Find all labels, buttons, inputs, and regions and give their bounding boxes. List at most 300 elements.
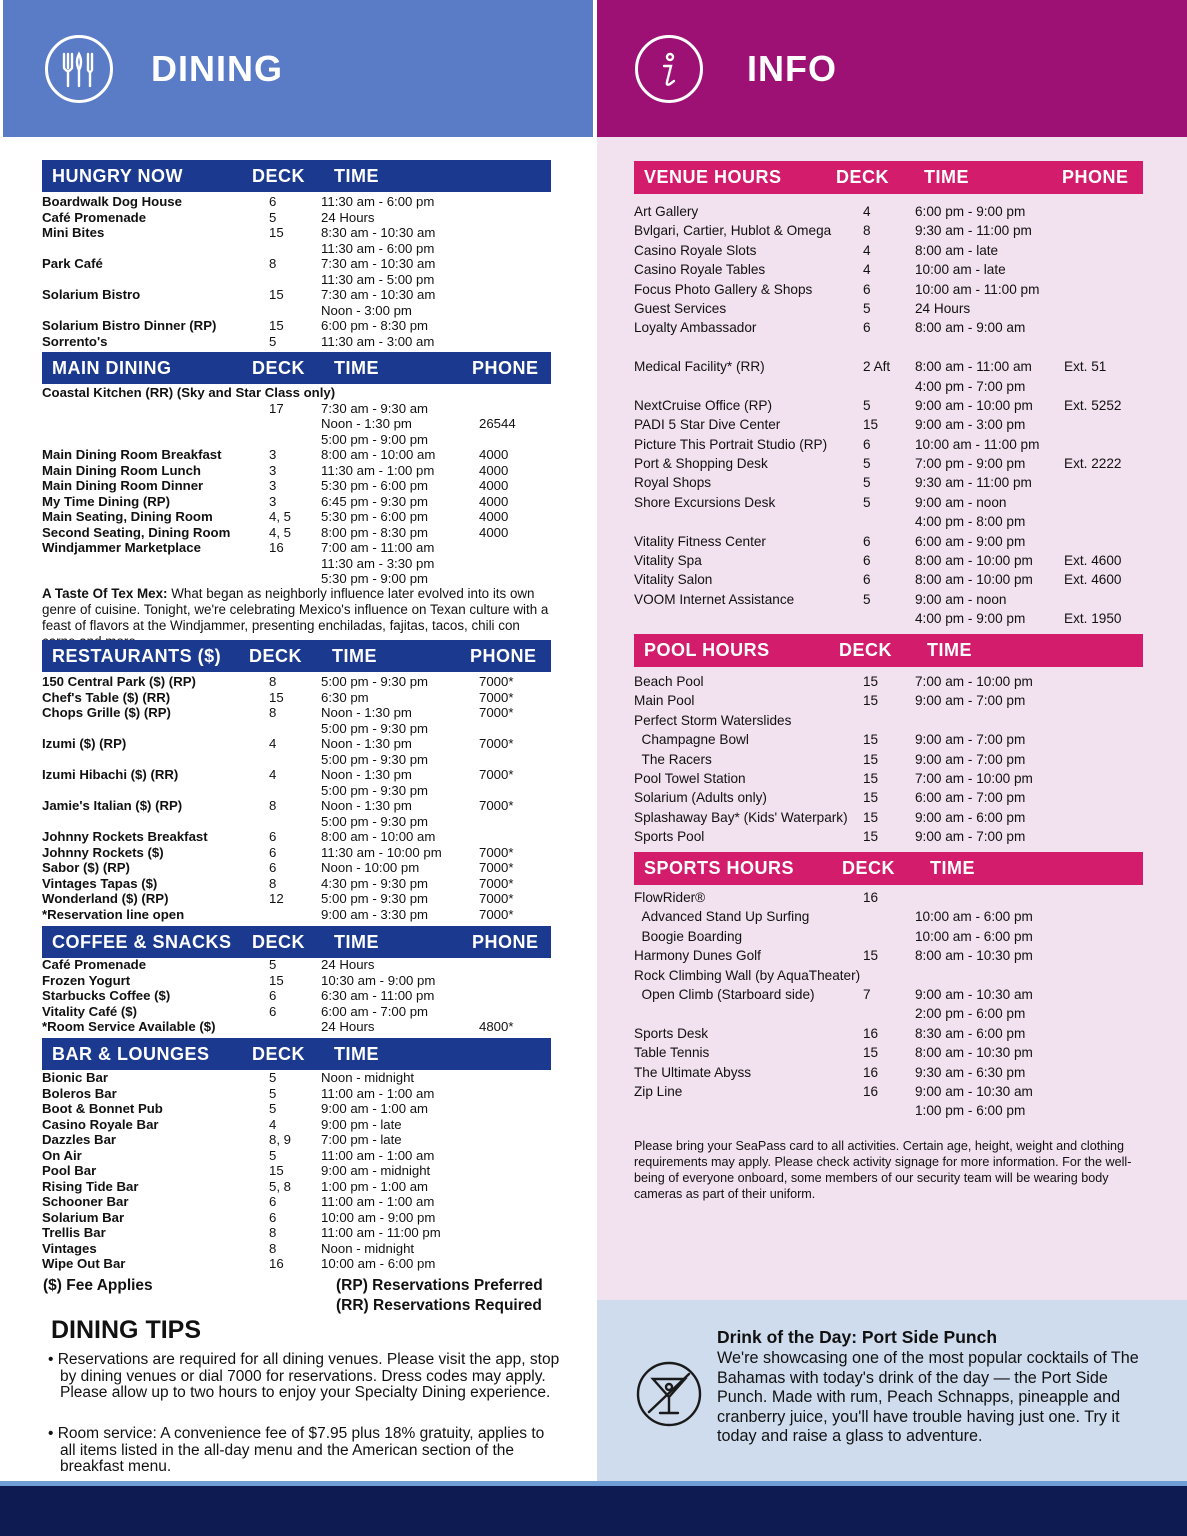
row-name: The Racers <box>634 751 712 767</box>
table-row <box>42 194 551 210</box>
col-deck: DECK <box>249 646 303 666</box>
row-time: Noon - midnight <box>321 1240 415 1256</box>
col-phone: PHONE <box>470 646 537 666</box>
table-row <box>634 609 1143 628</box>
row-deck: 4 <box>269 736 277 751</box>
row-phone: 7000* <box>479 798 514 813</box>
row-deck: 15 <box>269 689 284 705</box>
row-name: On Air <box>42 1147 82 1163</box>
row-name: Harmony Dunes Golf <box>634 948 761 964</box>
row-phone: 7000* <box>479 767 514 782</box>
table-row <box>42 907 551 923</box>
row-name: Chef's Table ($) (RR) <box>42 689 171 705</box>
row-time: 8:30 am - 10:30 am <box>321 225 436 240</box>
row-time: Noon - 1:30 pm <box>321 416 412 431</box>
row-deck: 16 <box>269 540 284 555</box>
row-deck: 4, 5 <box>269 524 291 540</box>
row-name: My Time Dining (RP) <box>42 493 170 509</box>
row-deck: 12 <box>269 891 284 906</box>
row-name: Zip Line <box>634 1083 683 1099</box>
dining-header <box>3 0 593 137</box>
row-deck: 15 <box>863 948 879 964</box>
legend-rp: (RP) Reservations Preferred <box>336 1277 543 1294</box>
table-row <box>42 478 551 494</box>
table-row <box>42 556 551 572</box>
row-name: Boot & Bonnet Pub <box>42 1101 163 1116</box>
main-dining-header <box>42 352 551 384</box>
table-row <box>42 783 551 799</box>
row-phone: 7000* <box>479 674 514 689</box>
row-name: Casino Royale Tables <box>634 262 766 278</box>
row-time: 9:00 am - 7:00 pm <box>915 732 1026 748</box>
row-name: FlowRider® <box>634 890 706 905</box>
col-name: MAIN DINING <box>52 358 172 378</box>
row-deck: 4 <box>863 204 871 219</box>
seapass-notice: Please bring your SeaPass card to all activities. Certain age, height, weight and clothing requirements may apply. Please check activity signage for more information. For the well-being of everyone onboard, some members of our security team will be wearing body cameras as part of their uniform. <box>634 1139 1132 1201</box>
table-row <box>42 767 551 783</box>
footer-band <box>0 1486 1187 1536</box>
col-deck: DECK <box>252 166 306 186</box>
row-time: 11:00 am - 11:00 pm <box>321 1225 441 1240</box>
row-name: Main Dining Room Lunch <box>42 462 201 478</box>
col-time: TIME <box>334 166 379 186</box>
table-row <box>634 711 1143 730</box>
row-time: 4:00 pm - 7:00 pm <box>915 378 1026 394</box>
row-phone: 4000 <box>479 478 509 493</box>
row-deck: 6 <box>269 829 277 844</box>
row-time: 6:30 pm <box>321 689 369 705</box>
dining-tips-title: DINING TIPS <box>51 1316 202 1344</box>
table-row <box>42 1070 551 1086</box>
table-row <box>634 280 1143 299</box>
row-deck: 8, 9 <box>269 1132 291 1147</box>
row-phone: 7000* <box>479 860 514 875</box>
row-name: Sports Desk <box>634 1025 709 1041</box>
row-time: 6:45 pm - 9:30 pm <box>321 493 429 509</box>
row-deck: 15 <box>863 751 879 767</box>
row-name: Guest Services <box>634 300 727 316</box>
row-name: *Reservation line open <box>42 906 185 922</box>
table-row <box>634 493 1143 512</box>
col-time: TIME <box>334 1044 379 1064</box>
bars-header <box>42 1038 551 1070</box>
table-row <box>634 730 1143 749</box>
table-row <box>634 1024 1143 1043</box>
table-row <box>42 1194 551 1210</box>
table-row <box>42 705 551 721</box>
row-phone: Ext. 4600 <box>1064 553 1122 569</box>
row-deck: 15 <box>269 1163 284 1178</box>
table-row <box>634 946 1143 965</box>
row-name: Art Gallery <box>634 204 699 219</box>
col-time: TIME <box>334 358 379 378</box>
row-deck: 6 <box>863 281 871 297</box>
row-deck: 5 <box>269 1085 277 1101</box>
row-time: Noon - 1:30 pm <box>321 767 412 782</box>
cocktail-glass-icon <box>635 1360 703 1428</box>
row-deck: 8 <box>269 705 277 720</box>
table-row <box>634 966 1143 985</box>
table-row <box>634 769 1143 788</box>
row-phone: 7000* <box>479 705 514 720</box>
row-time: 8:00 am - 9:00 am <box>915 320 1026 336</box>
table-row <box>42 210 551 226</box>
row-deck: 8 <box>269 1225 277 1240</box>
row-time: 24 Hours <box>321 1019 375 1034</box>
row-time: 9:00 am - 7:00 pm <box>915 829 1026 845</box>
row-time: 5:00 pm - 9:30 pm <box>321 782 429 798</box>
row-name: Main Seating, Dining Room <box>42 509 213 524</box>
table-row <box>634 532 1143 551</box>
row-phone: 4000 <box>479 447 509 462</box>
table-row <box>42 463 551 479</box>
row-deck: 8 <box>863 223 871 239</box>
table-row <box>634 221 1143 240</box>
row-time: 11:30 am - 10:00 pm <box>321 844 442 860</box>
row-time: 9:00 am - 6:00 pm <box>915 809 1026 825</box>
row-name: Dazzles Bar <box>42 1132 117 1147</box>
row-time: 7:30 am - 10:30 am <box>321 256 436 271</box>
row-name: VOOM Internet Assistance <box>634 591 795 607</box>
row-phone: Ext. 51 <box>1064 359 1107 375</box>
row-name: Boogie Boarding <box>634 928 743 944</box>
row-name: Coastal Kitchen (RR) (Sky and Star Class only) <box>42 385 336 400</box>
row-name: Vintages <box>42 1240 97 1256</box>
table-row <box>634 260 1143 279</box>
row-deck: 5 <box>269 1101 277 1116</box>
table-row <box>634 377 1143 396</box>
row-deck: 5 <box>269 209 277 225</box>
col-phone: PHONE <box>472 932 539 952</box>
row-time: 8:00 am - 10:30 pm <box>915 948 1033 964</box>
info-title: INFO <box>747 48 837 89</box>
row-name: Pool Towel Station <box>634 770 746 786</box>
drink-description: We're showcasing one of the most popular cocktails of The Bahamas with today's drink of the day — the Port Side Punch. Made with rum, Peach Schnapps, pineapple and cranberry juice, you'll have trouble having just one. Try it today and raise a glass to adventure. <box>717 1349 1139 1446</box>
row-deck: 5 <box>863 300 871 316</box>
sports-hours-header <box>634 852 1143 885</box>
row-time: 9:30 am - 11:00 pm <box>915 223 1032 239</box>
table-row <box>42 1117 551 1133</box>
restaurants-header <box>42 640 551 672</box>
table-row <box>42 540 551 556</box>
row-time: 8:00 am - late <box>915 242 999 258</box>
row-name: Vintages Tapas ($) <box>42 875 158 891</box>
table-row <box>634 396 1143 415</box>
row-time: 4:00 pm - 9:00 pm <box>915 611 1026 627</box>
row-time: 4:30 pm - 9:30 pm <box>321 875 429 891</box>
row-name: Vitality Café ($) <box>42 1003 138 1019</box>
row-time: 9:00 am - 10:30 am <box>915 1083 1033 1099</box>
row-name: Solarium Bistro Dinner (RP) <box>42 318 217 333</box>
row-name: Johnny Rockets Breakfast <box>42 829 208 844</box>
col-deck: DECK <box>252 358 306 378</box>
row-deck: 5 <box>269 333 277 349</box>
row-name: Bionic Bar <box>42 1070 108 1085</box>
restaurants-list <box>42 674 551 922</box>
row-deck: 4 <box>269 767 277 782</box>
row-name: Rock Climbing Wall (by AquaTheater) <box>634 967 861 983</box>
row-time: 11:30 am - 3:00 am <box>321 333 435 349</box>
table-row <box>42 1225 551 1241</box>
row-time: 7:30 am - 9:30 am <box>321 400 429 416</box>
hungry-now-header <box>42 160 551 192</box>
row-phone: Ext. 2222 <box>1064 456 1122 472</box>
row-phone: 4000 <box>479 524 509 540</box>
row-deck: 5 <box>863 456 871 472</box>
row-name: Sabor ($) (RP) <box>42 860 130 875</box>
row-name: Pool Bar <box>42 1163 97 1178</box>
row-name: Wipe Out Bar <box>42 1256 126 1271</box>
table-row <box>634 750 1143 769</box>
table-row <box>42 256 551 272</box>
row-deck: 4 <box>269 1116 277 1132</box>
row-phone: 26544 <box>479 416 516 431</box>
row-time: 9:00 am - 7:00 pm <box>915 751 1026 767</box>
table-row <box>634 318 1143 337</box>
row-time: 9:00 am - 10:00 pm <box>915 397 1033 413</box>
row-phone: 7000* <box>479 689 514 705</box>
row-name: Bvlgari, Cartier, Hublot & Omega <box>634 223 832 239</box>
col-phone: PHONE <box>1062 167 1129 187</box>
feature-title: A Taste Of Tex Mex: <box>42 586 168 601</box>
row-time: 11:00 am - 1:00 am <box>321 1147 435 1163</box>
row-deck: 8 <box>269 256 277 271</box>
row-deck: 6 <box>269 1209 277 1225</box>
row-time: 10:30 am - 9:00 pm <box>321 972 436 988</box>
col-name: VENUE HOURS <box>644 167 782 187</box>
row-deck: 5 <box>269 1147 277 1163</box>
row-time: 10:00 am - 6:00 pm <box>915 928 1033 944</box>
row-phone: Ext. 1950 <box>1064 611 1122 627</box>
row-time: 11:00 am - 1:00 am <box>321 1085 435 1101</box>
dining-title: DINING <box>151 48 283 89</box>
row-deck: 15 <box>863 829 879 845</box>
table-row <box>634 672 1143 691</box>
sports-hours-list <box>634 888 1143 1121</box>
row-name: Solarium Bar <box>42 1209 125 1225</box>
row-deck: 15 <box>863 674 879 689</box>
col-name: SPORTS HOURS <box>644 858 795 878</box>
table-row <box>634 415 1143 434</box>
table-row <box>634 788 1143 807</box>
row-time: 9:00 am - 3:30 pm <box>321 906 429 922</box>
table-row <box>42 1241 551 1257</box>
col-name: RESTAURANTS ($) <box>52 646 222 666</box>
table-row <box>42 845 551 861</box>
row-deck: 4, 5 <box>269 509 291 524</box>
col-time: TIME <box>930 858 975 878</box>
table-row <box>634 808 1143 827</box>
row-time: 9:00 am - 3:00 pm <box>915 417 1026 433</box>
table-row <box>42 973 551 989</box>
row-deck: 15 <box>863 770 879 786</box>
table-row <box>42 690 551 706</box>
row-deck: 15 <box>269 972 284 988</box>
main-dining-list <box>42 385 551 587</box>
row-name: PADI 5 Star Dive Center <box>634 417 781 433</box>
row-time: 10:00 am - 6:00 pm <box>321 1256 436 1271</box>
row-time: 9:00 am - noon <box>915 591 1007 607</box>
row-name: Focus Photo Gallery & Shops <box>634 281 813 297</box>
row-time: 9:00 am - 10:30 am <box>915 986 1033 1002</box>
table-row <box>634 570 1143 589</box>
row-time: 1:00 pm - 6:00 pm <box>915 1103 1026 1119</box>
row-name: Solarium Bistro <box>42 287 141 302</box>
row-deck: 5 <box>863 475 871 491</box>
row-name: 150 Central Park ($) (RP) <box>42 674 196 689</box>
row-time: Noon - midnight <box>321 1070 415 1085</box>
table-row <box>42 957 551 973</box>
hungry-now-list <box>42 194 551 349</box>
coffee-list <box>42 957 551 1035</box>
table-row <box>42 674 551 690</box>
row-deck: 6 <box>269 988 277 1003</box>
row-name: Picture This Portrait Studio (RP) <box>634 436 828 452</box>
row-deck: 6 <box>269 194 277 209</box>
row-deck: 7 <box>863 986 871 1002</box>
row-name: Frozen Yogurt <box>42 972 131 988</box>
col-deck: DECK <box>252 932 306 952</box>
table-row <box>42 525 551 541</box>
row-name: Solarium (Adults only) <box>634 790 767 806</box>
row-time: 5:30 pm - 9:00 pm <box>321 571 429 586</box>
row-phone: 7000* <box>479 891 514 906</box>
row-deck: 15 <box>863 790 879 806</box>
row-deck: 6 <box>269 1003 277 1019</box>
row-name: Perfect Storm Waterslides <box>634 712 792 728</box>
row-time: 7:30 am - 10:30 am <box>321 287 436 302</box>
table-row <box>634 435 1143 454</box>
row-deck: 5 <box>269 1070 277 1085</box>
table-row <box>42 988 551 1004</box>
table-row <box>42 1086 551 1102</box>
row-time: 8:00 am - 10:00 am <box>321 829 436 844</box>
row-time: 7:00 pm - late <box>321 1132 402 1147</box>
utensils-icon <box>45 35 113 103</box>
table-row <box>634 985 1143 1004</box>
row-phone: 7000* <box>479 736 514 751</box>
row-time: 7:00 am - 10:00 pm <box>915 770 1033 786</box>
row-phone: 7000* <box>479 875 514 891</box>
row-time: 1:00 pm - 1:00 am <box>321 1178 429 1194</box>
row-deck: 3 <box>269 478 277 493</box>
table-row <box>42 1256 551 1272</box>
table-row <box>42 509 551 525</box>
row-name: *Room Service Available ($) <box>42 1019 216 1034</box>
row-deck: 15 <box>269 287 284 302</box>
row-time: 5:00 pm - 9:00 pm <box>321 431 429 447</box>
row-phone: Ext. 5252 <box>1064 397 1122 413</box>
col-deck: DECK <box>839 640 893 660</box>
table-row <box>634 299 1143 318</box>
row-time: 7:00 am - 11:00 am <box>321 540 435 555</box>
row-time: 6:00 am - 7:00 pm <box>321 1003 429 1019</box>
row-name: Boleros Bar <box>42 1085 117 1101</box>
col-time: TIME <box>334 932 379 952</box>
row-time: 6:00 pm - 8:30 pm <box>321 318 429 333</box>
table-row <box>634 691 1143 710</box>
row-time: Noon - 1:30 pm <box>321 798 412 813</box>
table-row <box>42 318 551 334</box>
col-name: POOL HOURS <box>644 640 770 660</box>
table-row <box>42 1163 551 1179</box>
table-row <box>42 1101 551 1117</box>
row-time: Noon - 3:00 pm <box>321 302 412 318</box>
row-deck: 15 <box>863 1045 879 1061</box>
table-row <box>634 888 1143 907</box>
row-time: Noon - 1:30 pm <box>321 705 412 720</box>
table-row <box>42 494 551 510</box>
row-phone: Ext. 4600 <box>1064 572 1122 588</box>
row-name: Vitality Fitness Center <box>634 533 766 549</box>
row-name: Main Dining Room Breakfast <box>42 447 222 462</box>
row-name: Schooner Bar <box>42 1194 129 1209</box>
row-name: Mini Bites <box>42 225 105 240</box>
col-time: TIME <box>924 167 969 187</box>
row-time: 24 Hours <box>321 957 375 972</box>
row-time: 8:00 am - 11:00 am <box>915 359 1032 375</box>
row-deck: 15 <box>863 809 879 825</box>
row-deck: 16 <box>863 890 879 905</box>
row-time: 11:30 am - 6:00 pm <box>321 194 435 209</box>
row-time: 11:30 am - 1:00 pm <box>321 462 435 478</box>
table-row <box>42 1148 551 1164</box>
row-deck: 5, 8 <box>269 1178 291 1194</box>
col-time: TIME <box>927 640 972 660</box>
table-row <box>634 1004 1143 1023</box>
row-time: 5:00 pm - 9:30 pm <box>321 720 429 736</box>
row-name: Vitality Spa <box>634 553 702 569</box>
row-phone: 7000* <box>479 906 514 922</box>
row-time: 5:30 pm - 6:00 pm <box>321 478 429 493</box>
row-name: Splashaway Bay* (Kids' Waterpark) <box>634 809 848 825</box>
col-phone: PHONE <box>472 358 539 378</box>
table-row <box>42 225 551 241</box>
col-name: HUNGRY NOW <box>52 166 183 186</box>
table-row <box>42 1019 551 1035</box>
row-time: 9:00 pm - late <box>321 1116 402 1132</box>
row-name: Jamie's Italian ($) (RP) <box>42 798 183 813</box>
row-name: Port & Shopping Desk <box>634 456 768 472</box>
row-name: Park Café <box>42 256 103 271</box>
table-row <box>634 1063 1143 1082</box>
row-name: Windjammer Marketplace <box>42 540 201 555</box>
table-row <box>42 721 551 737</box>
row-time: 6:00 am - 7:00 pm <box>915 790 1026 806</box>
table-row <box>42 752 551 768</box>
table-row <box>634 551 1143 570</box>
row-deck: 15 <box>863 693 879 709</box>
row-time: 5:00 pm - 9:30 pm <box>321 751 429 767</box>
row-time: 9:00 am - noon <box>915 494 1007 510</box>
row-time: 8:30 am - 6:00 pm <box>915 1025 1026 1041</box>
row-deck: 3 <box>269 447 277 462</box>
row-time: 10:00 am - late <box>915 262 1006 278</box>
row-name: Shore Excursions Desk <box>634 494 776 510</box>
info-header <box>597 0 1187 137</box>
row-name: Main Dining Room Dinner <box>42 478 204 493</box>
table-row <box>42 1004 551 1020</box>
dining-tip: • Room service: A convenience fee of $7.95 plus 18% gratuity, applies to all items listed in the all-day menu and the American section of the breakfast menu. <box>48 1425 545 1476</box>
row-deck: 6 <box>269 1194 277 1209</box>
table-row <box>42 241 551 257</box>
row-deck: 2 Aft <box>863 359 891 375</box>
row-time: 9:00 am - 1:00 am <box>321 1101 429 1116</box>
table-row <box>634 927 1143 946</box>
row-deck: 6 <box>863 553 871 569</box>
table-row <box>42 447 551 463</box>
row-deck: 6 <box>863 533 871 549</box>
